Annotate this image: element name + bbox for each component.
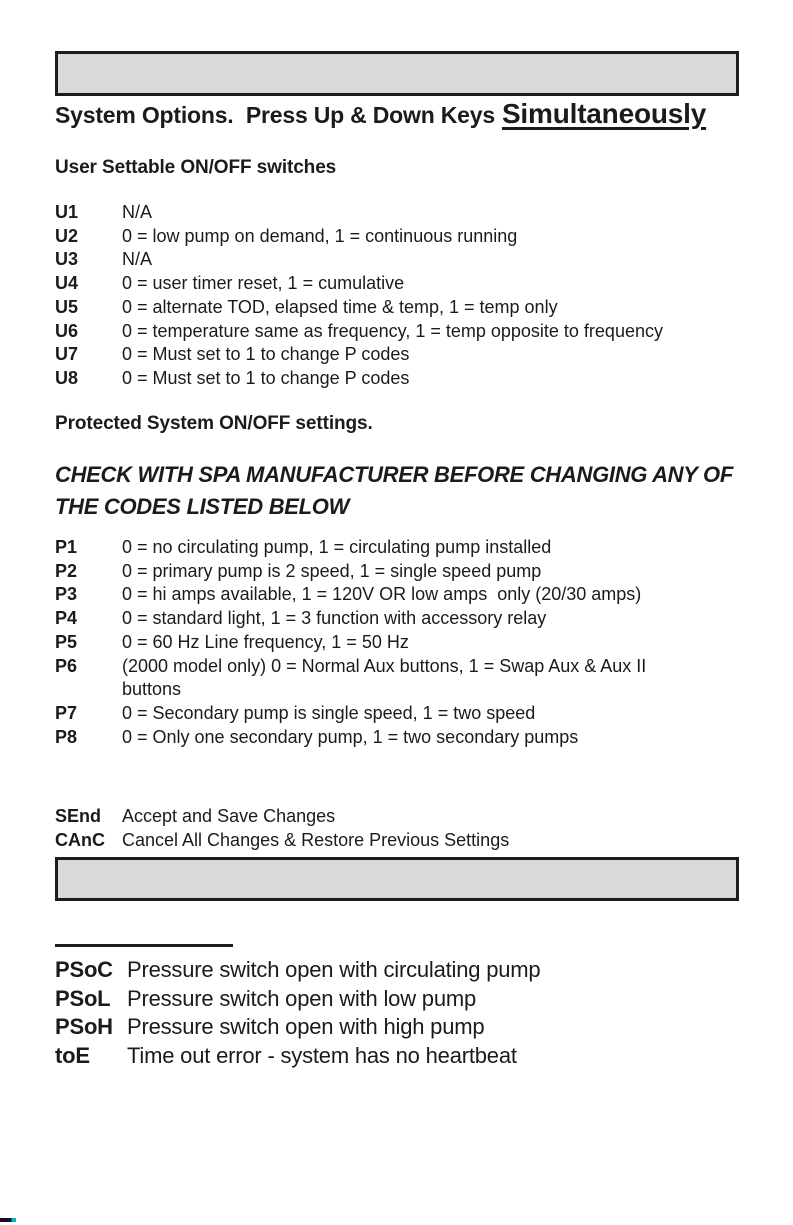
list-item	[55, 726, 692, 750]
code-description: 0 = no circulating pump, 1 = circulating pump installed	[122, 537, 552, 557]
list-item	[55, 1013, 727, 1042]
code-description: Pressure switch open with circulating pump	[127, 957, 541, 982]
list-item	[55, 248, 734, 272]
code-label: U5	[55, 296, 79, 317]
list-item	[55, 367, 734, 391]
user-switches-heading: User Settable ON/OFF switches	[55, 157, 337, 178]
code-label: P4	[55, 608, 78, 629]
list-item	[55, 560, 692, 584]
code-label: U7	[55, 344, 79, 365]
list-item	[55, 985, 727, 1014]
list-item	[55, 1042, 727, 1071]
list-item	[55, 583, 692, 607]
code-label: P2	[55, 560, 78, 581]
manufacturer-warning-line2: THE CODES LISTED BELOW	[55, 494, 350, 519]
code-label: CAnC	[55, 829, 105, 850]
commands-list	[55, 805, 734, 852]
code-description: 0 = low pump on demand, 1 = continuous running	[122, 225, 518, 246]
code-description: N/A	[122, 249, 153, 270]
manufacturer-warning	[55, 459, 755, 523]
list-item	[55, 956, 727, 985]
list-item	[55, 343, 734, 367]
list-item	[55, 201, 734, 225]
list-item	[55, 607, 692, 631]
code-description: Accept and Save Changes	[122, 806, 336, 826]
code-description: N/A	[122, 202, 153, 222]
page-title-emphasis: Simultaneously	[501, 98, 707, 129]
protected-settings-heading: Protected System ON/OFF settings.	[55, 413, 373, 434]
error-codes-list	[55, 956, 727, 1070]
user-switches-list	[55, 201, 734, 391]
list-item	[55, 320, 734, 344]
code-description: 0 = Must set to 1 to change P codes	[122, 367, 410, 388]
list-item	[55, 655, 692, 702]
code-label: toE	[55, 1042, 90, 1068]
code-label: U4	[55, 273, 79, 294]
manufacturer-warning-line1: CHECK WITH SPA MANUFACTURER BEFORE CHANGING ANY OF	[55, 462, 734, 487]
code-description: Pressure switch open with high pump	[127, 1014, 485, 1040]
code-label: U6	[55, 320, 79, 341]
code-label: P5	[55, 631, 78, 652]
code-description: Cancel All Changes & Restore Previous Settings	[122, 829, 510, 850]
code-label: PSoL	[55, 985, 111, 1011]
code-label: U1	[55, 202, 79, 222]
section-divider	[55, 944, 233, 947]
code-label: U2	[55, 225, 79, 246]
code-description: (2000 model only) 0 = Normal Aux buttons, 1 = Swap Aux & Aux II buttons	[122, 655, 652, 700]
code-description: 0 = Only one secondary pump, 1 = two secondary pumps	[122, 726, 579, 747]
code-label: P1	[55, 537, 78, 557]
list-item	[55, 829, 734, 853]
code-label: P7	[55, 702, 78, 723]
code-description: 0 = user timer reset, 1 = cumulative	[122, 273, 405, 294]
list-item	[55, 296, 734, 320]
code-description: 0 = temperature same as frequency, 1 = temp opposite to frequency	[122, 320, 663, 341]
list-item	[55, 225, 734, 249]
code-label: SEnd	[55, 806, 102, 826]
redacted-footer-box	[55, 857, 739, 901]
page-title	[55, 98, 755, 130]
code-label: P6	[55, 655, 78, 676]
code-description: 0 = primary pump is 2 speed, 1 = single speed pump	[122, 560, 542, 581]
code-description: Time out error - system has no heartbeat	[127, 1042, 517, 1068]
code-description: 0 = Must set to 1 to change P codes	[122, 344, 410, 365]
redacted-header-box	[55, 51, 739, 96]
code-description: Pressure switch open with low pump	[127, 985, 477, 1011]
code-label: U3	[55, 249, 79, 270]
page-title-text: System Options. Press Up & Down Keys	[55, 102, 495, 128]
code-label: PSoH	[55, 1014, 113, 1040]
code-description: 0 = hi amps available, 1 = 120V OR low amps only (20/30 amps)	[122, 584, 642, 605]
code-description: 0 = alternate TOD, elapsed time & temp, 1 = temp only	[122, 296, 558, 317]
code-description: 0 = standard light, 1 = 3 function with accessory relay	[122, 608, 547, 629]
code-label: P3	[55, 584, 78, 605]
code-description: 0 = 60 Hz Line frequency, 1 = 50 Hz	[122, 631, 409, 652]
code-label: P8	[55, 726, 78, 747]
code-description: 0 = Secondary pump is single speed, 1 = two speed	[122, 702, 536, 723]
list-item	[55, 631, 692, 655]
code-label: PSoC	[55, 957, 113, 982]
protected-settings-list	[55, 536, 692, 749]
list-item	[55, 536, 692, 560]
scan-artifact-mark	[0, 1218, 16, 1222]
list-item	[55, 805, 734, 829]
code-label: U8	[55, 367, 79, 388]
list-item	[55, 272, 734, 296]
list-item	[55, 702, 692, 726]
